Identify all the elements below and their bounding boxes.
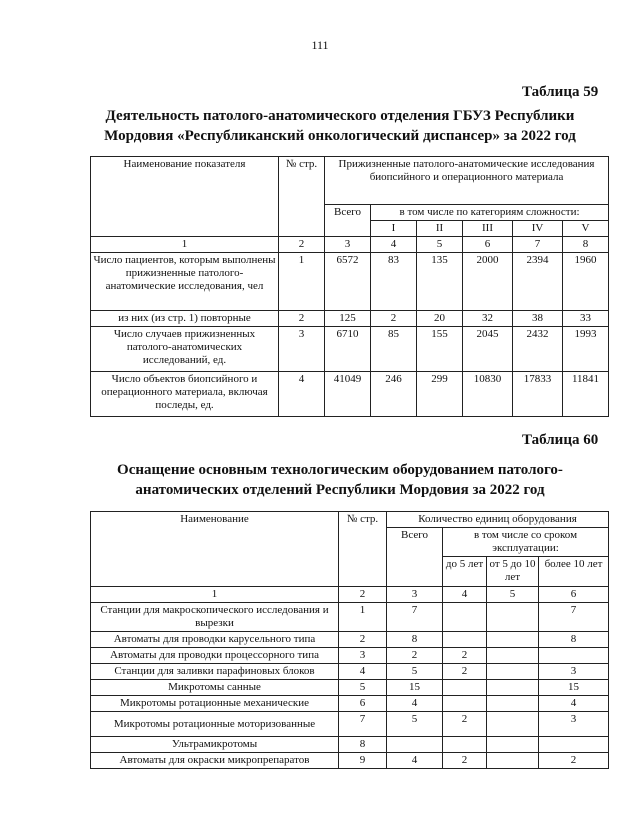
row-period-3: 3: [539, 712, 609, 737]
row-cat-1: 2: [371, 311, 417, 327]
table-row: [91, 753, 609, 769]
table-60-title-line-2: анатомических отделений Республики Мордовия за 2022 год: [135, 482, 545, 498]
table-59-head-subgroup: в том числе по категориям сложности:: [371, 205, 609, 221]
row-period-3: 4: [539, 696, 609, 712]
table-60-head-period-2: от 5 до 10 лет: [487, 557, 539, 587]
table-60-head-subgroup: в том числе со сроком эксплуатации:: [443, 528, 609, 557]
row-cat-3: 32: [463, 311, 513, 327]
row-period-3: [539, 737, 609, 753]
row-no: 1: [279, 253, 325, 311]
row-total: 5: [387, 712, 443, 737]
row-cat-5: 33: [563, 311, 609, 327]
table-59-num-cell: 8: [563, 237, 609, 253]
row-cat-3: 10830: [463, 372, 513, 417]
table-row: [91, 696, 609, 712]
row-name: Микротомы санные: [91, 680, 339, 696]
table-60-header-row-1: [91, 512, 609, 528]
table-59: [90, 156, 609, 417]
row-total: 4: [387, 696, 443, 712]
table-59-header-row-1: [91, 157, 609, 205]
table-59-num-cell: 1: [91, 237, 279, 253]
row-name: Автоматы для проводки карусельного типа: [91, 632, 339, 648]
row-total: 7: [387, 603, 443, 632]
table-60-head-no: № стр.: [339, 512, 387, 587]
row-no: 3: [279, 327, 325, 372]
row-cat-1: 85: [371, 327, 417, 372]
row-period-2: [487, 737, 539, 753]
row-cat-2: 155: [417, 327, 463, 372]
row-period-2: [487, 648, 539, 664]
row-cat-2: 299: [417, 372, 463, 417]
row-period-3: 2: [539, 753, 609, 769]
row-cat-4: 17833: [513, 372, 563, 417]
table-59-title: [60, 106, 620, 146]
row-total: [387, 737, 443, 753]
row-period-2: [487, 753, 539, 769]
table-60-num-cell: 1: [91, 587, 339, 603]
row-name: из них (из стр. 1) повторные: [91, 311, 279, 327]
row-period-1: 2: [443, 664, 487, 680]
row-total: 5: [387, 664, 443, 680]
row-no: 5: [339, 680, 387, 696]
table-59-num-cell: 2: [279, 237, 325, 253]
table-60-head-total: Всего: [387, 528, 443, 587]
row-name: Число пациентов, которым выполнены прижизненные патолого-анатомические исследования, чел: [91, 253, 279, 311]
row-cat-2: 20: [417, 311, 463, 327]
table-60-head-period-1: до 5 лет: [443, 557, 487, 587]
table-row: [91, 712, 609, 737]
row-name: Микротомы ротационные моторизованные: [91, 712, 339, 737]
row-period-1: 2: [443, 648, 487, 664]
table-row: [91, 648, 609, 664]
row-period-2: [487, 680, 539, 696]
row-total: 8: [387, 632, 443, 648]
row-period-3: 7: [539, 603, 609, 632]
table-59-number-row: [91, 237, 609, 253]
row-total: 41049: [325, 372, 371, 417]
page-number: 111: [311, 38, 329, 52]
row-period-1: 2: [443, 753, 487, 769]
row-period-2: [487, 664, 539, 680]
table-row: [91, 253, 609, 311]
table-60-number-row: [91, 587, 609, 603]
row-cat-5: 11841: [563, 372, 609, 417]
table-row: [91, 327, 609, 372]
row-name: Автоматы для проводки процессорного типа: [91, 648, 339, 664]
row-cat-1: 246: [371, 372, 417, 417]
row-total: 125: [325, 311, 371, 327]
row-cat-4: 2394: [513, 253, 563, 311]
row-name: Автоматы для окраски микропрепаратов: [91, 753, 339, 769]
row-period-2: [487, 632, 539, 648]
row-cat-3: 2000: [463, 253, 513, 311]
row-cat-3: 2045: [463, 327, 513, 372]
row-cat-4: 38: [513, 311, 563, 327]
table-59-head-no: № стр.: [279, 157, 325, 237]
table-59-num-cell: 3: [325, 237, 371, 253]
table-59-head-cat-4: IV: [513, 221, 563, 237]
table-60-head-period-3: более 10 лет: [539, 557, 609, 587]
row-period-3: [539, 648, 609, 664]
row-period-1: [443, 737, 487, 753]
row-no: 8: [339, 737, 387, 753]
row-total: 6710: [325, 327, 371, 372]
table-60-head-group: Количество единиц оборудования: [387, 512, 609, 528]
table-60-title-line-1: Оснащение основным технологическим оборудованием патолого-: [117, 462, 563, 478]
table-row: [91, 603, 609, 632]
row-no: 3: [339, 648, 387, 664]
table-59-num-cell: 6: [463, 237, 513, 253]
table-60: [90, 511, 609, 769]
row-cat-5: 1960: [563, 253, 609, 311]
table-row: [91, 737, 609, 753]
table-60-num-cell: 2: [339, 587, 387, 603]
table-59-head-group: Прижизненные патолого-анатомические исследования биопсийного и операционного материала: [325, 157, 609, 205]
row-period-1: 2: [443, 712, 487, 737]
row-no: 1: [339, 603, 387, 632]
row-name: Станции для макроскопического исследования и вырезки: [91, 603, 339, 632]
row-no: 6: [339, 696, 387, 712]
row-total: 15: [387, 680, 443, 696]
row-period-3: 15: [539, 680, 609, 696]
row-cat-5: 1993: [563, 327, 609, 372]
row-period-1: [443, 603, 487, 632]
table-60-num-cell: 4: [443, 587, 487, 603]
table-59-head-cat-5: V: [563, 221, 609, 237]
row-no: 4: [339, 664, 387, 680]
row-name: Микротомы ротационные механические: [91, 696, 339, 712]
row-no: 2: [279, 311, 325, 327]
row-name: Число случаев прижизненных патолого-анатомических исследований, ед.: [91, 327, 279, 372]
row-name: Число объектов биопсийного и операционного материала, включая последы, ед.: [91, 372, 279, 417]
table-60-num-cell: 6: [539, 587, 609, 603]
table-59-title-line-2: Мордовия «Республиканский онкологический диспансер» за 2022 год: [104, 128, 576, 144]
table-59-head-cat-2: II: [417, 221, 463, 237]
row-name: Ультрамикротомы: [91, 737, 339, 753]
row-period-1: [443, 632, 487, 648]
table-59-head-name: Наименование показателя: [91, 157, 279, 237]
row-no: 4: [279, 372, 325, 417]
row-total: 4: [387, 753, 443, 769]
table-60-head-name: Наименование: [91, 512, 339, 587]
table-59-num-cell: 5: [417, 237, 463, 253]
table-60-num-cell: 5: [487, 587, 539, 603]
row-name: Станции для заливки парафиновых блоков: [91, 664, 339, 680]
row-period-1: [443, 680, 487, 696]
row-total: 6572: [325, 253, 371, 311]
row-no: 9: [339, 753, 387, 769]
row-period-3: 3: [539, 664, 609, 680]
table-60-label: Таблица 60: [522, 432, 599, 448]
table-row: [91, 632, 609, 648]
row-period-2: [487, 712, 539, 737]
row-no: 2: [339, 632, 387, 648]
table-row: [91, 680, 609, 696]
table-59-label: Таблица 59: [522, 84, 599, 100]
table-59-head-cat-3: III: [463, 221, 513, 237]
row-period-2: [487, 603, 539, 632]
table-59-title-line-1: Деятельность патолого-анатомического отделения ГБУЗ Республики: [105, 108, 575, 124]
row-period-3: 8: [539, 632, 609, 648]
table-59-head-cat-1: I: [371, 221, 417, 237]
table-row: [91, 372, 609, 417]
row-total: 2: [387, 648, 443, 664]
table-59-head-total: Всего: [325, 205, 371, 237]
row-cat-4: 2432: [513, 327, 563, 372]
row-cat-2: 135: [417, 253, 463, 311]
row-period-2: [487, 696, 539, 712]
table-59-num-cell: 4: [371, 237, 417, 253]
row-period-1: [443, 696, 487, 712]
table-60-num-cell: 3: [387, 587, 443, 603]
table-60-title: [60, 460, 620, 500]
row-no: 7: [339, 712, 387, 737]
table-row: [91, 664, 609, 680]
row-cat-1: 83: [371, 253, 417, 311]
table-row: [91, 311, 609, 327]
table-59-num-cell: 7: [513, 237, 563, 253]
